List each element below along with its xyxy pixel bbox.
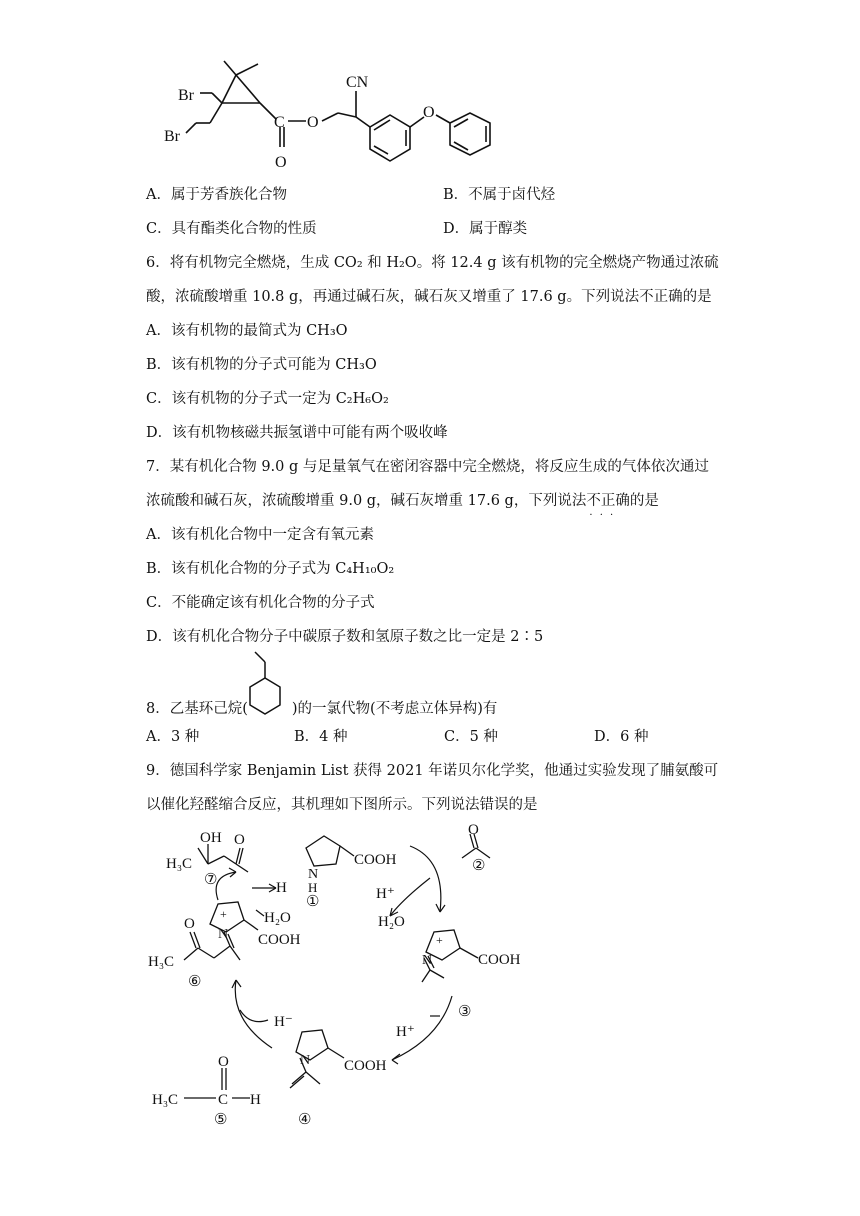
top-option-d: D．属于醇类 xyxy=(443,221,528,237)
c5-h-label: H xyxy=(250,1092,261,1108)
ether-o-label: O xyxy=(423,104,435,121)
c6-h3c-label: H₃C xyxy=(148,954,175,970)
q7-option-b: B．该有机化合物的分子式为 C₄H₁₀O₂ xyxy=(146,561,395,577)
top-option-a: A．属于芳香族化合物 xyxy=(146,187,287,203)
c2-o-label: O xyxy=(468,822,479,838)
q7-option-d: D．该有机化合物分子中碳原子数和氢原子数之比一定是 2∶5 xyxy=(146,629,544,645)
ester-o-label: O xyxy=(307,114,319,131)
c3-n-label: N xyxy=(422,953,433,968)
q8-option-b: B．4 种 xyxy=(294,729,348,745)
h2o-right-label: H₂O xyxy=(378,914,405,930)
h-plus-top: H⁺ xyxy=(376,886,395,902)
h-left-label: H xyxy=(276,880,287,896)
c1-number: ① xyxy=(306,894,320,910)
q7-option-a: A．该有机化合物中一定含有氧元素 xyxy=(146,527,374,543)
q9-stem-line2: 以催化羟醛缩合反应，其机理如下图所示。下列说法错误的是 xyxy=(146,797,538,813)
q9-stem-line1: 9．德国科学家 Benjamin List 获得 2021 年诺贝尔化学奖，他通过实验发现了脯氨酸可 xyxy=(146,763,719,779)
c4-number: ④ xyxy=(298,1112,312,1128)
c5-h3c-label: H₃C xyxy=(152,1092,179,1108)
c6-plus-label: + xyxy=(220,907,227,921)
q8-stem-pre: 8．乙基环己烷( xyxy=(146,701,248,717)
c3-plus-label: + xyxy=(436,933,443,947)
c1-h-label: H xyxy=(308,880,318,895)
c5-o-label: O xyxy=(218,1054,229,1070)
c6-o-label: O xyxy=(184,916,195,932)
h-minus-label: H⁻ xyxy=(274,1014,293,1030)
top-option-c: C．具有酯类化合物的性质 xyxy=(146,221,317,237)
q7-stem-line2-post: 的是 xyxy=(629,493,659,509)
c7-oh-label: OH xyxy=(200,830,222,846)
q7-stem-line2-pre: 浓硫酸和碱石灰，浓硫酸增重 9.0 g，碱石灰增重 17.6 g，下列说法 xyxy=(146,493,587,509)
c3-cooh-label: COOH xyxy=(478,952,521,968)
top-structure-figure xyxy=(160,55,500,175)
q7-stem-line1: 7．某有机化合物 9.0 g 与足量氧气在密闭容器中完全燃烧，将反应生成的气体依次通过 xyxy=(146,459,709,475)
mechanism-diagram xyxy=(140,820,560,1140)
c6-number: ⑥ xyxy=(188,974,202,990)
q7-option-c: C．不能确定该有机化合物的分子式 xyxy=(146,595,375,611)
c1-n-label: N xyxy=(308,867,319,882)
c7-number: ⑦ xyxy=(204,872,218,888)
q8-option-d: D．6 种 xyxy=(594,729,649,745)
top-option-b: B．不属于卤代烃 xyxy=(443,187,556,203)
c5-number: ⑤ xyxy=(214,1112,228,1128)
c4-cooh-label: COOH xyxy=(344,1058,387,1074)
q8-stem xyxy=(146,699,497,719)
q6-option-d: D．该有机物核磁共振氢谱中可能有两个吸收峰 xyxy=(146,425,448,441)
c7-o-label: O xyxy=(234,832,245,848)
q8-option-c: C．5 种 xyxy=(444,729,498,745)
c4-n-label: N xyxy=(300,1053,311,1068)
c2-number: ② xyxy=(472,858,486,874)
carbonyl-o-label: O xyxy=(275,154,287,171)
carbonyl-c-label: C xyxy=(274,114,285,131)
q6-stem-line2: 酸，浓硫酸增重 10.8 g，再通过碱石灰，碱石灰又增重了 17.6 g。下列说法不正确的是 xyxy=(146,289,712,305)
q7-stem-line2 xyxy=(146,491,659,511)
c6-n-label: N xyxy=(218,927,229,942)
h2o-left-label: H₂O xyxy=(264,910,291,926)
c6-cooh-label: COOH xyxy=(258,932,301,948)
q6-option-b: B．该有机物的分子式可能为 CH₃O xyxy=(146,357,377,373)
cn-label: CN xyxy=(346,74,369,91)
br-label-1: Br xyxy=(178,87,194,104)
c7-h3c-label: H₃C xyxy=(166,856,193,872)
c1-cooh-label: COOH xyxy=(354,852,397,868)
br-label-2: Br xyxy=(164,128,180,145)
h-plus-right: H⁺ xyxy=(396,1024,415,1040)
q8-option-a: A．3 种 xyxy=(146,729,200,745)
q6-stem-line1: 6．将有机物完全燃烧，生成 CO₂ 和 H₂O。将 12.4 g 该有机物的完全燃烧产物通过浓硫 xyxy=(146,255,719,271)
q7-emphasis-text: 不正确 · · · xyxy=(586,493,630,509)
q6-option-c: C．该有机物的分子式一定为 C₂H₆O₂ xyxy=(146,391,389,407)
q6-option-a: A．该有机物的最简式为 CH₃O xyxy=(146,323,348,339)
c3-number: ③ xyxy=(458,1004,472,1020)
q8-stem-post: )的一氯代物(不考虑立体异构)有 xyxy=(291,701,498,717)
c5-c-label: C xyxy=(218,1092,229,1108)
